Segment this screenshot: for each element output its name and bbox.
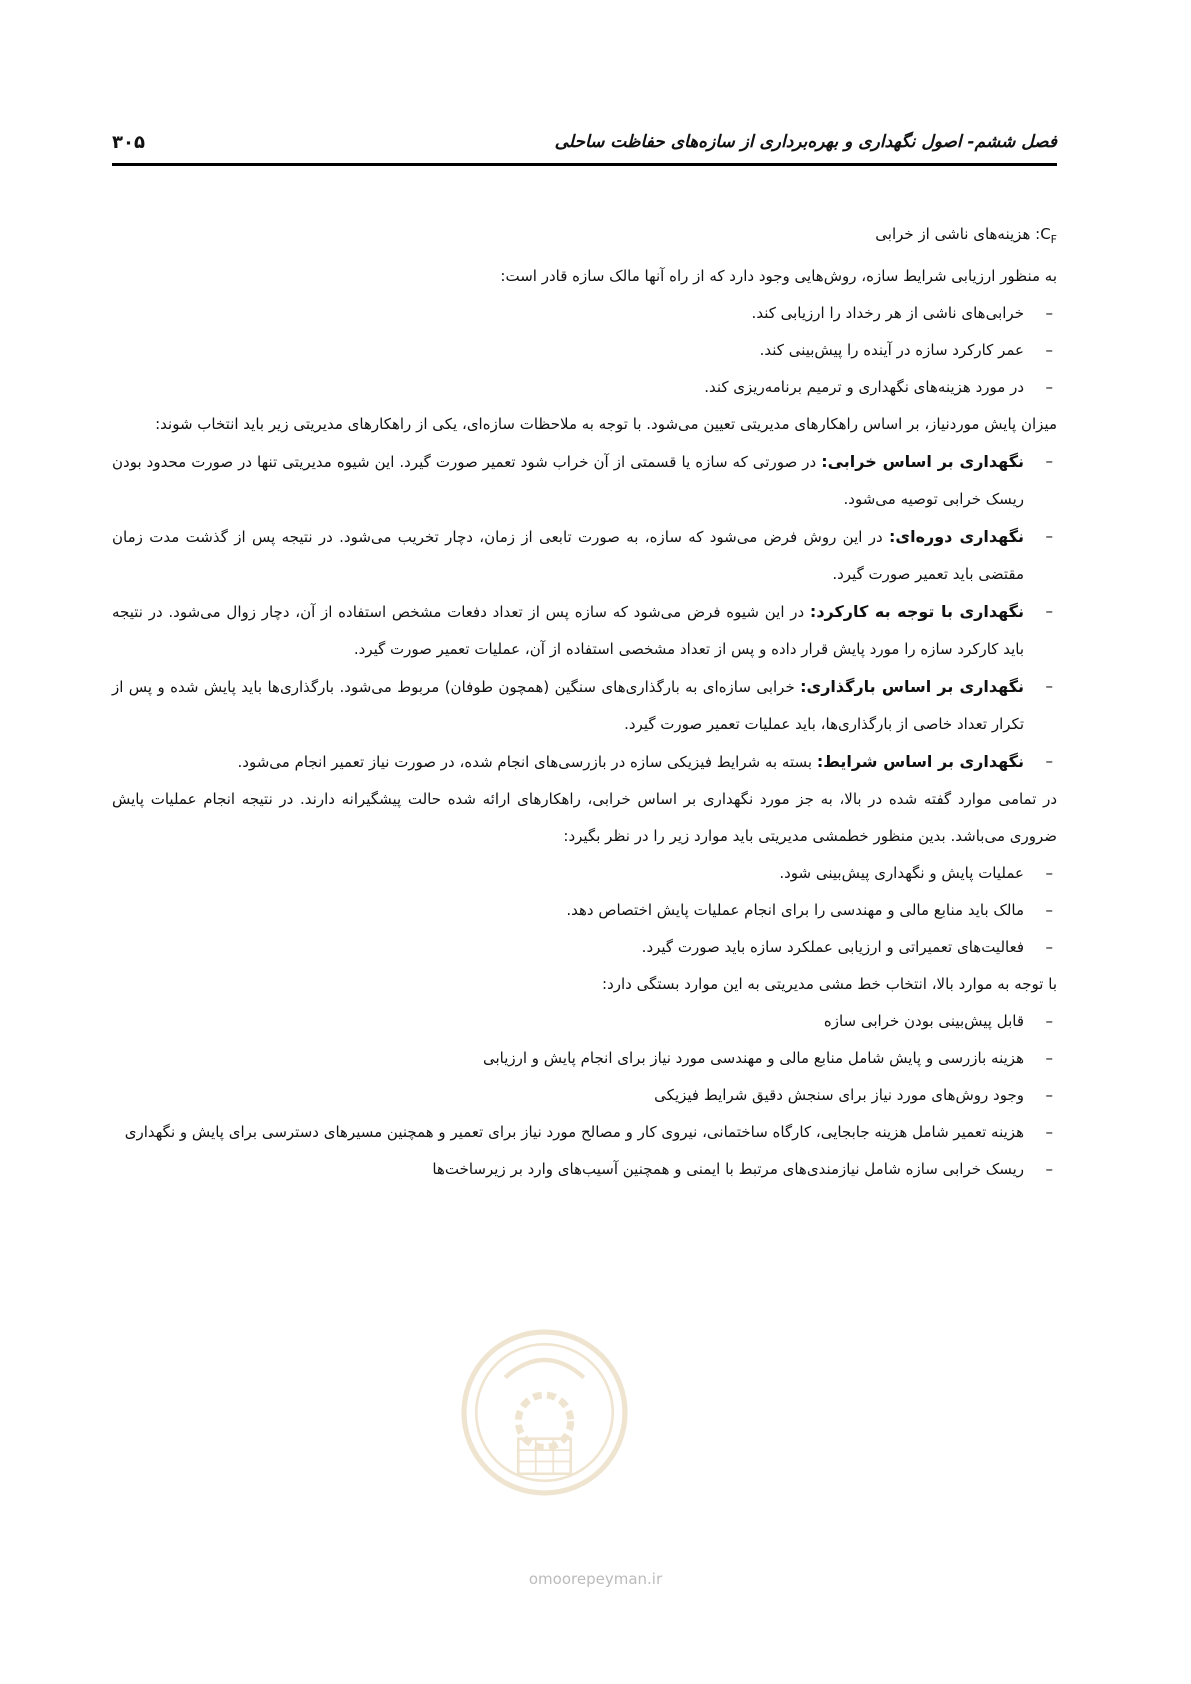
strategies-list [112, 443, 1057, 781]
watermark-url: omoorepeyman.ir [528, 1570, 663, 1588]
list-item: – قابل پیش‌بینی بودن خرابی سازه [112, 1003, 1057, 1040]
list-item: – هزینه بازرسی و پایش شامل منابع مالی و مهندسی مورد نیاز برای انجام پایش و ارزیابی [112, 1040, 1057, 1077]
list-item: – خرابی‌های ناشی از هر رخداد را ارزیابی کند. [112, 295, 1057, 332]
chapter-title: فصل ششم- اصول نگهداری و بهره‌برداری از سازه‌های حفاظت ساحلی [554, 132, 1057, 152]
strategies-paragraph: میزان پایش موردنیاز، بر اساس راهکارهای مدیریتی تعیین می‌شود. با توجه به ملاحظات سازه‌ای، یکی از راهکارهای مدیریتی زیر باید انتخاب شوند: [155, 415, 1057, 433]
strategy-text: خرابی سازه‌ای به بارگذاری‌های سنگین (همچون طوفان) مربوط می‌شود. بارگذاری‌ها باید پایش شده و پس از تکرار تعداد خاصی از بارگذاری‌ها، باید عملیات تعمیر صورت گیرد. [112, 678, 1024, 733]
list-item: – عمر کارکرد سازه در آینده را پیش‌بینی کند. [112, 332, 1057, 369]
watermark-seal-icon [457, 1325, 632, 1500]
policy-list [112, 855, 1057, 966]
strategy-text: در این شیوه فرض می‌شود که سازه پس از تعداد دفعات مشخص استفاده از آن، دچار زوال می‌شود. در نتیجه باید کارکرد سازه را مورد پایش قرار داده و پس از تعداد مشخصی استفاده از آن، عملیات تعمیر صورت گیرد. [112, 603, 1024, 658]
page-header [112, 128, 1057, 158]
page-number: ۳۰۵ [112, 132, 145, 153]
strategy-term: نگهداری با توجه به کارکرد: [809, 602, 1024, 621]
list-item: – ریسک خرابی سازه شامل نیازمندی‌های مرتبط با ایمنی و همچنین آسیب‌های وارد بر زیرساخت‌ها [112, 1151, 1057, 1188]
strategy-item [112, 593, 1057, 668]
cf-symbol: $C_F$ [1040, 225, 1057, 246]
body-content [112, 216, 1057, 1188]
strategy-item [112, 443, 1057, 518]
cf-definition [112, 216, 1057, 258]
list-item: – عملیات پایش و نگهداری پیش‌بینی شود. [112, 855, 1057, 892]
strategy-item [112, 518, 1057, 593]
strategy-term: نگهداری بر اساس بارگذاری: [800, 677, 1025, 696]
strategy-item [112, 668, 1057, 743]
preventive-paragraph: در تمامی موارد گفته شده در بالا، به جز مورد نگهداری بر اساس خرابی، راهکارهای ارائه شده حالت پیشگیرانه دارند. در نتیجه انجام عملیات پایش ضروری می‌باشد. بدین منظور خطمشی مدیریتی باید موارد زیر را در نظر بگیرد: [112, 790, 1057, 845]
list-item: – در مورد هزینه‌های نگهداری و ترمیم برنامه‌ریزی کند. [112, 369, 1057, 406]
dependency-list [112, 1003, 1057, 1188]
strategy-term: نگهداری بر اساس خرابی: [821, 452, 1025, 471]
list-item: – مالک باید منابع مالی و مهندسی را برای انجام عملیات پایش اختصاص دهد. [112, 892, 1057, 929]
dependency-paragraph: با توجه به موارد بالا، انتخاب خط مشی مدیریتی به این موارد بستگی دارد: [602, 975, 1057, 993]
strategy-item [112, 743, 1057, 781]
list-item: – هزینه تعمیر شامل هزینه جابجایی، کارگاه ساختمانی، نیروی کار و مصالح مورد نیاز برای تعمیر و همچنین مسیرهای دسترسی برای پایش و نگهداری [112, 1114, 1057, 1151]
strategy-text: در این روش فرض می‌شود که سازه، به صورت تابعی از زمان، دچار تخریب می‌شود. در نتیجه پس از گذشت مدت زمان مقتضی باید تعمیر صورت گیرد. [112, 528, 1024, 583]
strategy-term: نگهداری دوره‌ای: [889, 527, 1025, 546]
strategy-term: نگهداری بر اساس شرایط: [816, 752, 1024, 771]
list-item: – فعالیت‌های تعمیراتی و ارزیابی عملکرد سازه باید صورت گیرد. [112, 929, 1057, 966]
intro-list [112, 295, 1057, 406]
list-item: – وجود روش‌های مورد نیاز برای سنجش دقیق شرایط فیزیکی [112, 1077, 1057, 1114]
strategy-text: بسته به شرایط فیزیکی سازه در بازرسی‌های انجام شده، در صورت نیاز تعمیر انجام می‌شود. [237, 753, 817, 771]
cf-text: : هزینه‌های ناشی از خرابی [875, 225, 1041, 243]
strategy-text: در صورتی که سازه یا قسمتی از آن خراب شود تعمیر صورت گیرد. این شیوه مدیریتی تنها در صورت محدود بودن ریسک خرابی توصیه می‌شود. [112, 453, 1024, 508]
header-rule [112, 163, 1057, 166]
intro-paragraph: به منظور ارزیابی شرایط سازه، روش‌هایی وجود دارد که از راه آنها مالک سازه قادر است: [500, 267, 1057, 285]
